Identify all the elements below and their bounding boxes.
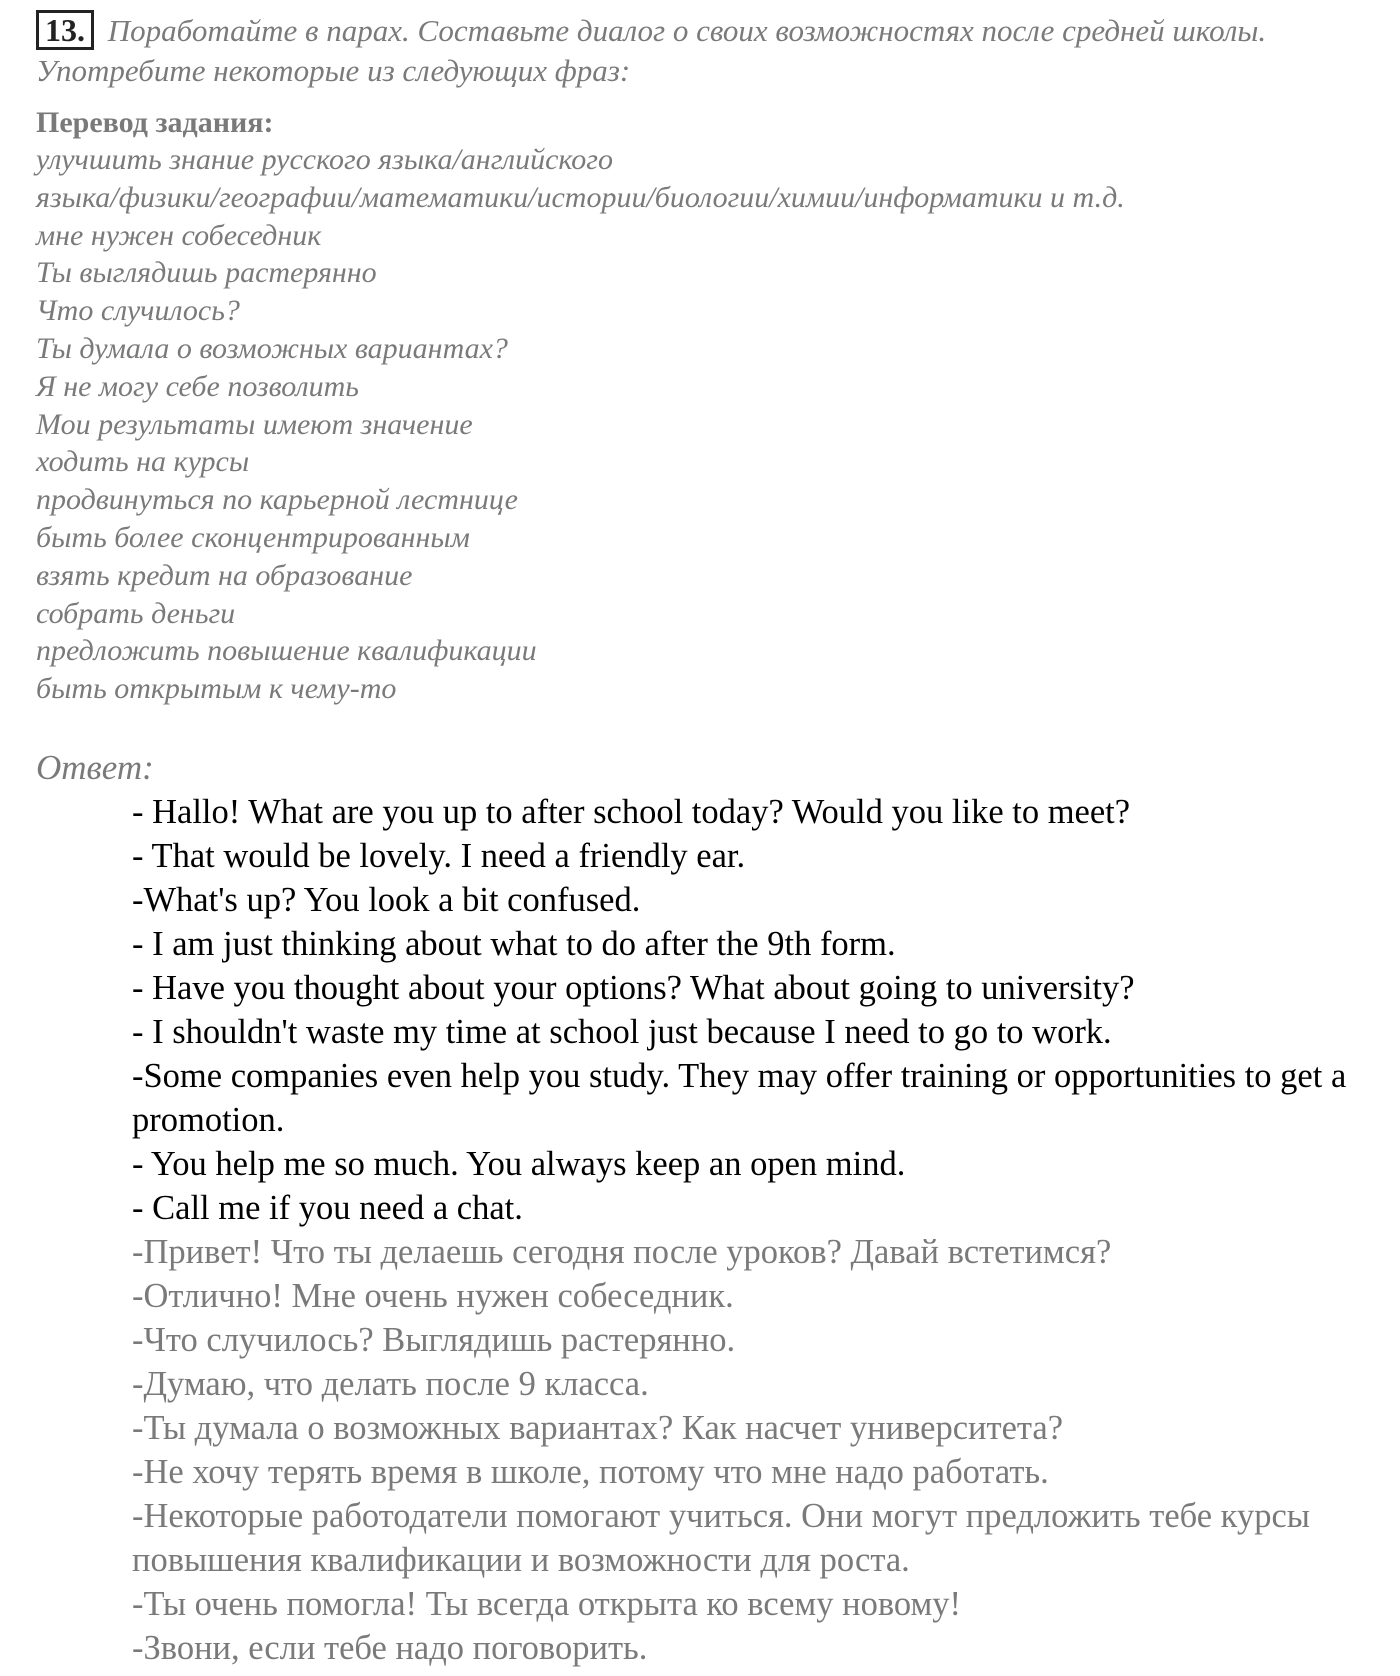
phrase-item: ходить на курсы	[36, 445, 250, 479]
phrase-item: собрать деньги	[36, 596, 236, 630]
dialog-line-ru: -Не хочу терять время в школе, потому что мне надо работать.	[132, 1453, 1049, 1491]
dialog-line-ru: -Отлично! Мне очень нужен собеседник.	[132, 1277, 734, 1315]
dialog-line-ru: -Ты очень помогла! Ты всегда открыта ко всему новому!	[132, 1585, 962, 1623]
dialog-line-en: - Have you thought about your options? What about going to university?	[132, 969, 1135, 1007]
phrase-item: взять кредит на образование	[36, 558, 413, 592]
phrase-item: Что случилось?	[36, 294, 240, 328]
dialog-line-ru: -Звони, если тебе надо поговорить.	[132, 1629, 648, 1667]
dialog-russian	[132, 1230, 1372, 1670]
phrase-item: Ты думала о возможных вариантах?	[36, 331, 508, 365]
phrase-item: улучшить знание русского языка/английского	[36, 143, 613, 176]
dialog-line-en: -What's up? You look a bit confused.	[132, 881, 641, 919]
dialog-line-en: - Hallo! What are you up to after school today? Would you like to meet?	[132, 793, 1131, 831]
dialog-line-en: - Call me if you need a chat.	[132, 1189, 523, 1227]
dialog-line-en: -Some companies even help you study. They may offer training or opportunities to get a promotion.	[132, 1057, 1347, 1139]
dialog-line-ru: -Думаю, что делать после 9 класса.	[132, 1365, 649, 1403]
phrase-list	[36, 141, 1366, 708]
answer-label: Ответ:	[36, 748, 154, 787]
translation-title: Перевод задания:	[36, 106, 274, 139]
phrase-item: Мои результаты имеют значение	[36, 407, 473, 441]
dialog-line-en: - I shouldn't waste my time at school just because I need to go to work.	[132, 1013, 1112, 1051]
task-instruction: Поработайте в парах. Составьте диалог о своих возможностях после средней школы. Употребите некоторые из следующих фраз:	[36, 13, 1267, 88]
phrase-item: предложить повышение квалификации	[36, 634, 537, 668]
dialog-line-ru: -Некоторые работодатели помогают учиться. Они могут предложить тебе курсы повышения квалификации и возможности для роста.	[132, 1497, 1310, 1579]
phrase-item: быть открытым к чему-то	[36, 672, 397, 706]
dialog-english	[132, 790, 1372, 1230]
dialog-line-ru: -Что случилось? Выглядишь растерянно.	[132, 1321, 736, 1359]
dialog-line-en: - That would be lovely. I need a friendly ear.	[132, 837, 746, 875]
phrase-item: Я не могу себе позволить	[36, 369, 359, 403]
phrase-item: продвинуться по карьерной лестнице	[36, 483, 518, 517]
task-number: 13.	[36, 10, 94, 50]
dialog-line-en: - You help me so much. You always keep an open mind.	[132, 1145, 906, 1183]
phrase-item: быть более сконцентрированным	[36, 520, 470, 554]
phrase-item: Ты выглядишь растерянно	[36, 256, 377, 290]
phrase-item: мне нужен собеседник	[36, 218, 322, 252]
task-header	[36, 10, 1356, 91]
dialog-line-en: - I am just thinking about what to do after the 9th form.	[132, 925, 896, 963]
phrase-item: языка/физики/географии/математики/истории/биологии/химии/информатики и т.д.	[36, 180, 1125, 214]
dialog-line-ru: -Привет! Что ты делаешь сегодня после уроков? Давай встетимся?	[132, 1233, 1112, 1271]
dialog-line-ru: -Ты думала о возможных вариантах? Как насчет университета?	[132, 1409, 1064, 1447]
